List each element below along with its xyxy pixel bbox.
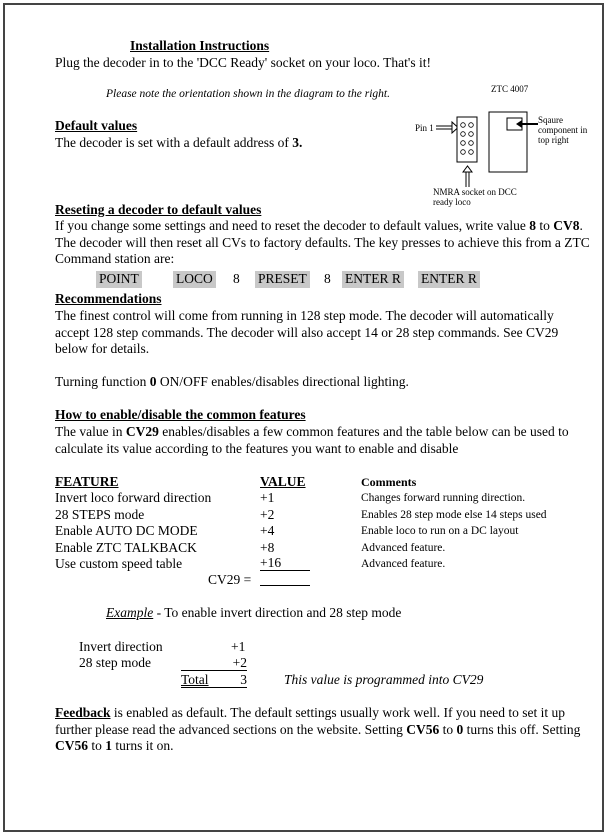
table-row-feature: 28 STEPS mode [55,507,145,522]
reset-text-2: to [535,218,554,233]
table-row-value: +1 [260,490,275,505]
table-row-comment: Advanced feature. [361,542,446,554]
table-row-feature: Enable ZTC TALKBACK [55,540,197,555]
recommendations-text: The finest control will come from running in 128 step mode. The decoder will automatically accept 128 step commands. The decoder will also accept 14 or 28 step commands. See CV29 below for details. [55,308,559,356]
feedback-heading: Feedback [55,705,111,720]
table-row-comment: Advanced feature. [361,558,446,570]
table-row-value: +4 [260,523,275,538]
reset-text [55,218,590,268]
key-8-second: 8 [324,271,331,286]
function-text [55,374,409,391]
example-total-label: Total [181,672,209,687]
cv29-total-label: CV29 = [208,572,252,587]
table-row-feature: Use custom speed table [55,556,183,571]
enable-heading: How to enable/disable the common features [55,407,306,422]
square-label: Sqaure component in top right [538,115,588,145]
feedback-text-3: turns this off. Setting [463,721,581,737]
example-total-line [181,687,247,688]
key-loco: LOCO [173,271,216,288]
table-row-feature: Invert loco forward direction [55,490,212,505]
key-enter-r-second: ENTER R [418,271,480,288]
table-row-value: +16 [260,556,310,571]
pin-label: Pin 1 [415,123,434,133]
feedback-text-2: to [439,721,457,737]
table-row-value: +8 [260,540,275,555]
example-row-label: Invert direction [79,639,163,654]
feedback-text-1: is enabled as default. The default settings usually work well. If you need to set it up further please read the advanced sections on the website. Setting [55,705,566,737]
model-label: ZTC 4007 [491,84,529,94]
feedback-cv-a: CV56 [406,721,440,737]
key-8: 8 [233,271,240,286]
function-text-2: ON/OFF enables/disables directional lighting. [156,374,409,389]
feature-header: FEATURE [55,474,119,489]
feedback-text [55,705,590,755]
default-values-text [55,135,302,152]
example-total-value: 3 [240,672,247,687]
reset-heading: Reseting a decoder to default values [55,202,262,217]
reset-value: 8 [529,218,536,233]
feedback-cv-b: CV56 [55,738,88,753]
example-label: Example [106,605,154,620]
example-row-value: +1 [231,639,246,654]
enable-text [55,424,590,457]
socket-drawing [430,100,540,190]
enable-text-1: The value in [55,424,126,439]
enable-text-2: enables/disables a few common features and the table below can be used to calculate its value according to the features you want to enable and disable [55,424,569,456]
key-enter-r: ENTER R [342,271,404,288]
table-row-feature: Enable AUTO DC MODE [55,523,198,538]
reset-text-3: . The decoder will then reset all CVs to factory defaults. The key presses to achieve this from a ZTC Command station are: [55,218,590,266]
intro-text: Plug the decoder in to the 'DCC Ready' socket on your loco. That's it! [55,55,431,70]
example-note: This value is programmed into CV29 [284,672,484,687]
table-row-value: +2 [260,507,275,522]
table-row-comment: Enable loco to run on a DC layout [361,525,519,537]
default-values-heading: Default values [55,118,138,133]
socket-label: NMRA socket on DCC ready loco [433,187,517,207]
cv29-total-line [260,585,310,586]
key-point: POINT [96,271,142,288]
feedback-val-a: 0 [456,721,464,737]
example-text [106,605,401,622]
page-title: Installation Instructions [130,38,270,53]
example-description: - To enable invert direction and 28 step mode [153,605,402,620]
enable-cv: CV29 [125,424,159,439]
orientation-note: Please note the orientation shown in the diagram to the right. [106,88,390,100]
table-row-comment: Enables 28 step mode else 14 steps used [361,509,547,521]
reset-text-1: If you change some settings and need to reset the decoder to default values, write value [55,218,530,233]
default-address: 3. [292,135,303,150]
default-values-label: The decoder is set with a default address of [55,135,293,150]
function-text-1: Turning function [55,374,150,389]
reset-cv: CV8 [553,218,580,233]
value-header: VALUE [260,474,306,489]
example-row-label: 28 step mode [79,655,151,670]
table-row-comment: Changes forward running direction. [361,492,526,504]
feedback-text-4: to [88,738,106,753]
key-preset: PRESET [255,271,310,288]
comments-header: Comments [361,475,417,489]
feedback-val-b: 1 [105,738,113,753]
recommendations-heading: Recommendations [55,291,162,306]
example-row-value: +2 [181,655,247,671]
function-number: 0 [149,374,157,389]
feedback-text-5: turns it on. [112,738,174,753]
